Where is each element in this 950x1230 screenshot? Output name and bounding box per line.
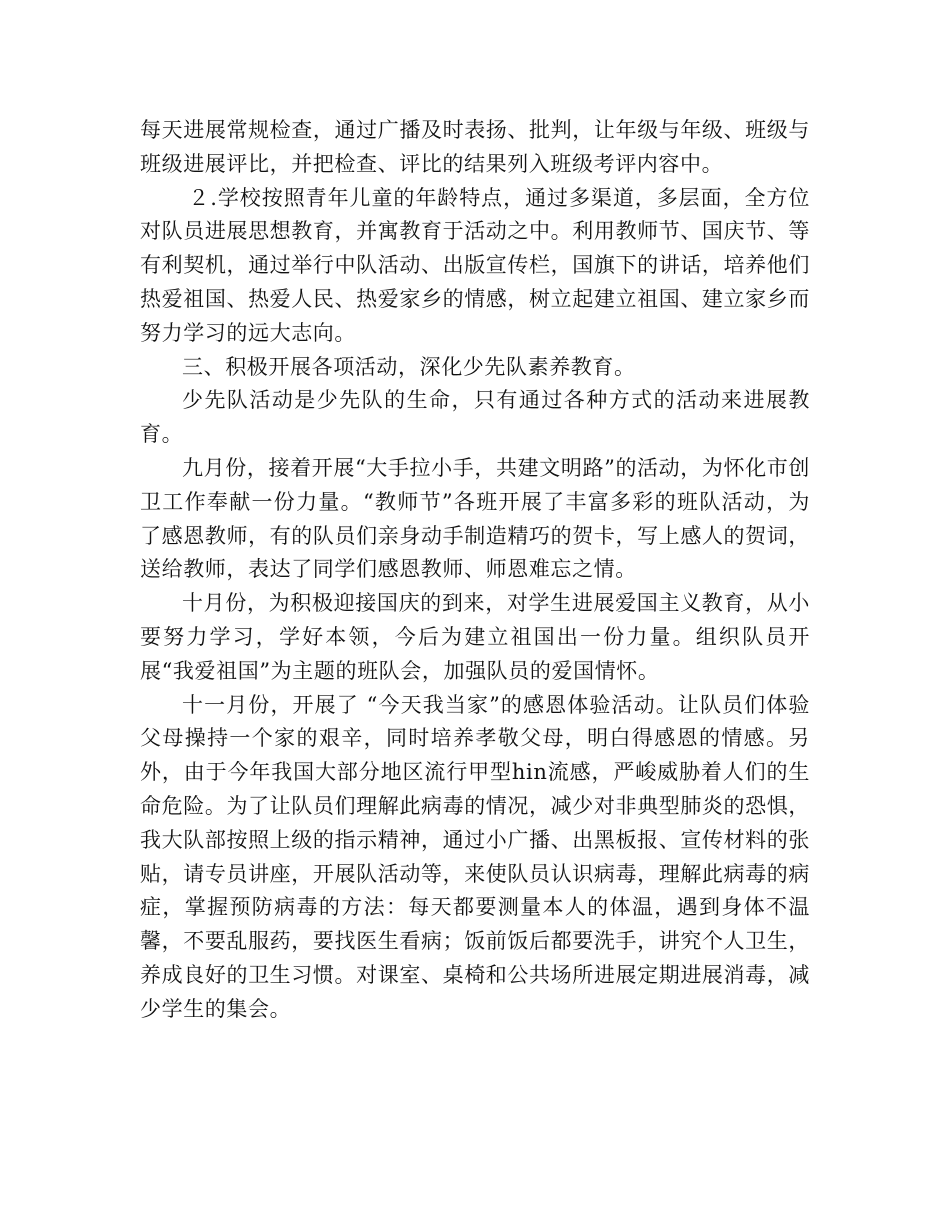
paragraph-routine-inspection: 每天进展常规检查，通过广播及时表扬、批判，让年级与年级、班级与班级进展评比，并把检查、评比的结果列入班级考评内容中。 (140, 118, 810, 176)
section-heading-activities: 三、积极开展各项活动，深化少先队素养教育。 (182, 354, 636, 379)
paragraph-november: 十一月份，开展了 “今天我当家”的感恩体验活动。让队员们体验父母操持一个家的艰辛，同时培养孝敬父母，明白得感恩的情感。另外，由于今年我国大部分地区流行甲型hin流感，严峻威胁着人们的生命危险。为了让队员们理解此病毒的情况，减少对非典型肺炎的恐惧，我大队部按照上级的指示精神，通过小广播、出黑板报、宣传材料的张贴，请专员讲座，开展队活动等，来使队员认识病毒，理解此病毒的病症，掌握预防病毒的方法：每天都要测量本人的体温，遇到身体不温馨，不要乱服药，要找医生看病；饭前饭后都要洗手，讲究个人卫生，养成良好的卫生习惯。对课室、桌椅和公共场所进展定期进展消毒，减少学生的集会。 (140, 692, 810, 1021)
paragraph-activities-intro: 少先队活动是少先队的生命，只有通过各种方式的活动来进展教育。 (140, 388, 810, 447)
paragraph-ideological-education: ２.学校按照青年儿童的年龄特点，通过多渠道，多层面，全方位对队员进展思想教育，并寓教育于活动之中。利用教师节、国庆节、等有利契机，通过举行中队活动、出版宣传栏，国旗下的讲话，培养他们热爱祖国、热爱人民、热爱家乡的情感，树立起建立祖国、建立家乡而努力学习的远大志向。 (140, 185, 810, 345)
paragraph-september: 九月份，接着开展“大手拉小手，共建文明路”的活动，为怀化市创卫工作奉献一份力量。“教师节”各班开展了丰富多彩的班队活动，为了感恩教师，有的队员们亲身动手制造精巧的贺卡，写上感人的贺词，送给教师，表达了同学们感恩教师、师恩难忘之情。 (140, 455, 810, 582)
document-page (140, 114, 810, 1027)
paragraph-october: 十月份，为积极迎接国庆的到来，对学生进展爱国主义教育，从小要努力学习，学好本领，今后为建立祖国出一份力量。组织队员开展“我爱祖国”为主题的班队会，加强队员的爱国情怀。 (140, 591, 810, 683)
